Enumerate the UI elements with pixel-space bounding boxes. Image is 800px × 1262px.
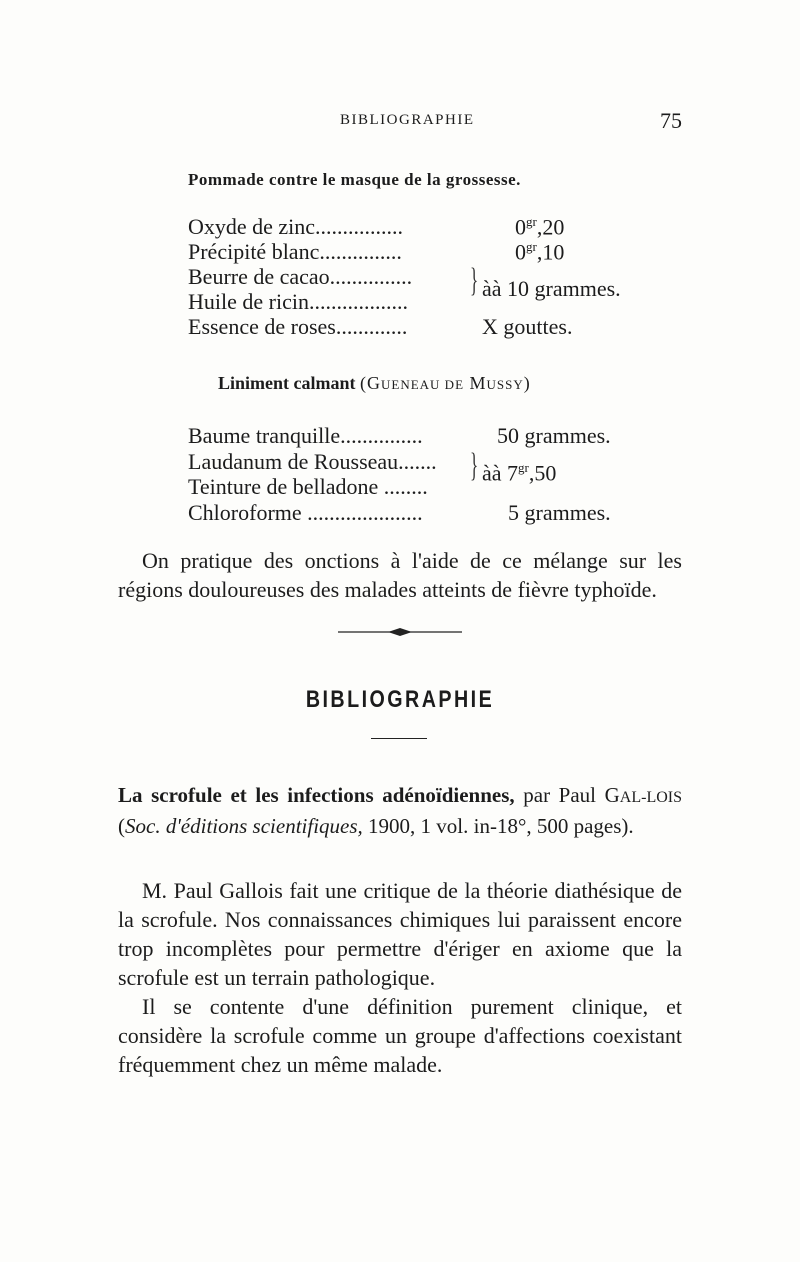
- ingredient-name: Précipité blanc...............: [188, 239, 402, 264]
- ingredient-name: Chloroforme .....................: [188, 500, 423, 525]
- running-title: BIBLIOGRAPHIE: [340, 112, 475, 128]
- ingredient-name: Oxyde de zinc................: [188, 214, 404, 239]
- ingredient-qty: 50 grammes.: [497, 423, 611, 448]
- ingredient-name: Huile de ricin..................: [188, 289, 408, 314]
- recipe-title-liniment: Liniment calmant (GUENEAU DE MUSSY): [218, 373, 531, 393]
- grouped-qty: àà $7^{gr},50$: [482, 460, 557, 486]
- ingredient-name: Laudanum de Rousseau.......: [188, 449, 437, 474]
- ornament-divider: [338, 627, 462, 637]
- ingredient-qty: X gouttes.: [482, 314, 573, 339]
- ingredient-name: Baume tranquille...............: [188, 423, 423, 448]
- ingredient-name: Beurre de cacao...............: [188, 264, 413, 289]
- brace-symbol: }: [470, 447, 479, 484]
- review-paragraph: Il se contente d'une définition purement clinique, et considère la scrofule comme un groupe d'affections coexistant fréquemment chez un même malade.: [118, 994, 682, 1077]
- bibliography-entry: La scrofule et les infections adénoïdiennes, par Paul GAL-LOIS (Soc. d'éditions scientifiques, 1900, 1 vol. in-18°, 500 pages).: [118, 783, 682, 838]
- section-title: BIBLIOGRAPHIE: [305, 686, 495, 713]
- section-rule: [371, 738, 427, 739]
- ingredient-qty: 5 grammes.: [508, 500, 611, 525]
- review-paragraph: M. Paul Gallois fait une critique de la théorie diathésique de la scrofule. Nos connaissances chimiques lui paraissent encore trop incomplètes pour permettre d'ériger en axiome que la scrofule est un terrain pathologique.: [118, 878, 682, 990]
- ingredient-name: Teinture de belladone ........: [188, 474, 428, 499]
- page-number: 75: [660, 108, 682, 133]
- review-text: [118, 876, 682, 1079]
- grouped-qty: àà 10 grammes.: [482, 276, 621, 301]
- ingredient-qty: $0^{gr},20$: [515, 214, 565, 240]
- ingredient-name: Essence de roses.............: [188, 314, 408, 339]
- paragraph-onctions: On pratique des onctions à l'aide de ce mélange sur les régions douloureuses des malades atteints de fièvre typhoïde.: [118, 548, 682, 602]
- recipe-title-pommade: Pommade contre le masque de la grossesse.: [188, 170, 521, 189]
- running-head: [0, 108, 800, 136]
- brace-symbol: }: [470, 262, 479, 299]
- ingredient-qty: $0^{gr},10$: [515, 239, 565, 265]
